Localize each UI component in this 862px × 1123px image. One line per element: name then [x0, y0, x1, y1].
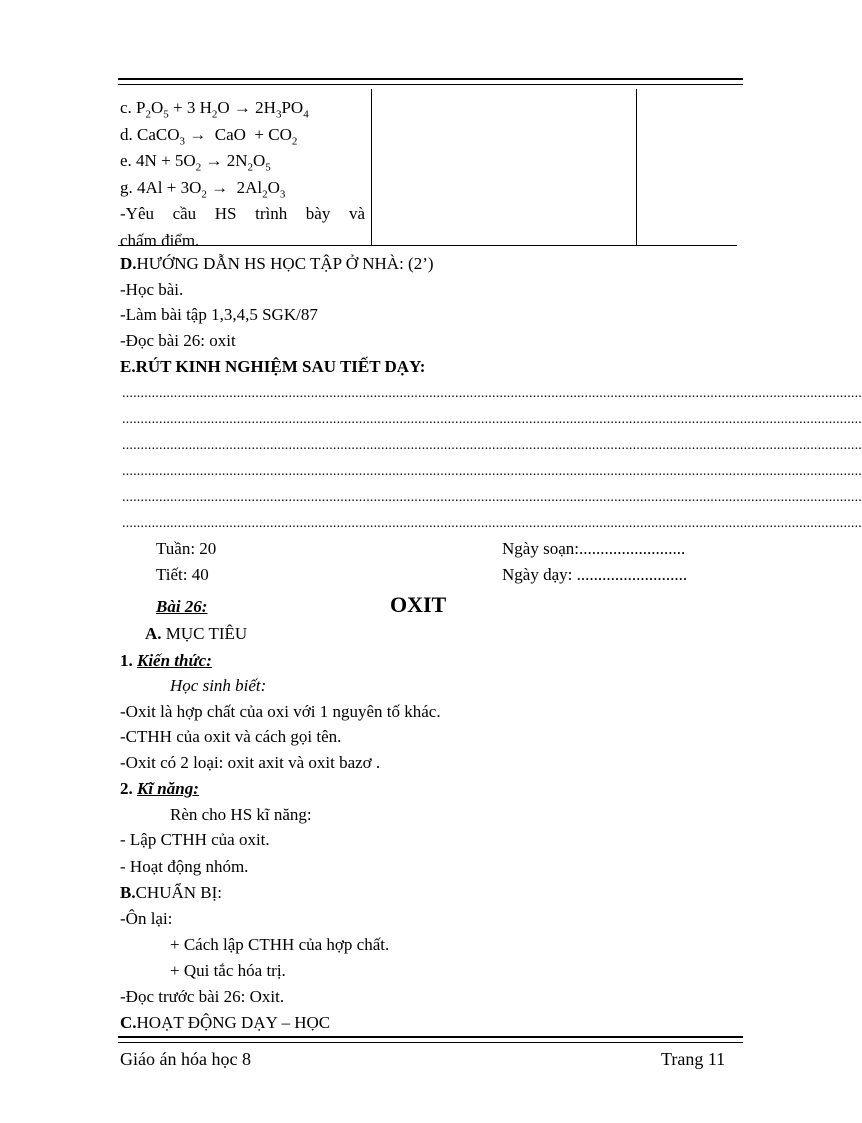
instruction-line-1: -Yêu cầu HS trình bày và — [120, 204, 365, 223]
teach-date: Ngày dạy: .......................... — [502, 565, 688, 584]
list-item: -Làm bài tập 1,3,4,5 SGK/87 — [120, 305, 318, 324]
list-item: -Oxit là hợp chất của oxi với 1 nguyên tố khác. — [120, 702, 441, 721]
equation-g: g. $4Al + 3O_2 \to 2Al_2O_3$ — [120, 177, 286, 200]
list-item: -Oxit có 2 loại: oxit axit và oxit bazơ . — [120, 753, 381, 772]
table-cell-teacher — [120, 95, 365, 254]
section-a-heading: A. MỤC TIÊU — [145, 624, 248, 643]
read-before: -Đọc trước bài 26: Oxit. — [120, 987, 285, 1006]
list-item: + Qui tắc hóa trị. — [170, 961, 286, 980]
dotted-line: ........................................................................................................................................................................................................ — [122, 438, 862, 453]
activity-table — [118, 89, 737, 250]
section-e-heading: E.RÚT KINH NGHIỆM SAU TIẾT DẠY: — [120, 357, 426, 376]
list-item: - Hoạt động nhóm. — [120, 857, 249, 876]
week-label: Tuần: 20 — [156, 539, 217, 558]
list-item: + Cách lập CTHH của hợp chất. — [170, 935, 390, 954]
knowledge-intro: Học sinh biết: — [170, 676, 267, 695]
table-column-divider — [636, 89, 637, 245]
dotted-line: ........................................................................................................................................................................................................ — [122, 412, 862, 427]
instruction-line-2: chấm điểm. — [120, 230, 200, 250]
knowledge-heading: 1. Kiến thức: — [120, 651, 212, 670]
lesson-title: OXIT — [390, 592, 447, 617]
period-label: Tiết: 40 — [156, 565, 209, 584]
section-d-heading: D.HƯỚNG DẪN HS HỌC TẬP Ở NHÀ: (2’) — [120, 254, 434, 273]
table-column-divider — [371, 89, 372, 245]
list-item: -Đọc bài 26: oxit — [120, 331, 236, 350]
equation-e: e. $4N + 5O_2 \to 2N_2O_5$ — [120, 151, 271, 174]
footer-rule-thick — [118, 1036, 743, 1038]
review-label: -Ôn lại: — [120, 909, 173, 928]
footer-left: Giáo án hóa học 8 — [120, 1049, 251, 1069]
dotted-line: ........................................................................................................................................................................................................ — [122, 464, 862, 479]
lesson-label: Bài 26: — [156, 597, 208, 616]
equation-d: d. CaCO$_3$ → CaO + $CO_2$ — [120, 124, 298, 147]
section-b-heading: B.CHUẨN BỊ: — [120, 883, 223, 902]
header-rule-thick — [118, 78, 743, 80]
equation-c: c. $P_2O_5 + 3$ $H_2O \to 2H_3PO_4$ — [120, 98, 309, 121]
list-item: - Lập CTHH của oxit. — [120, 830, 270, 849]
section-c-heading: C.HOẠT ĐỘNG DẠY – HỌC — [120, 1013, 331, 1032]
dotted-line: ........................................................................................................................................................................................................ — [122, 386, 862, 401]
header-rule-thin — [118, 84, 743, 85]
skills-heading: 2. Kĩ năng: — [120, 779, 199, 798]
dotted-line: ........................................................................................................................................................................................................ — [122, 516, 862, 531]
prep-date: Ngày soạn:......................... — [502, 539, 686, 558]
list-item: -CTHH của oxit và cách gọi tên. — [120, 727, 342, 746]
skills-intro: Rèn cho HS kĩ năng: — [170, 805, 312, 824]
list-item: -Học bài. — [120, 280, 184, 299]
footer-rule-thin — [118, 1042, 743, 1043]
page-number: Trang 11 — [661, 1049, 726, 1069]
dotted-line: ........................................................................................................................................................................................................ — [122, 490, 862, 505]
